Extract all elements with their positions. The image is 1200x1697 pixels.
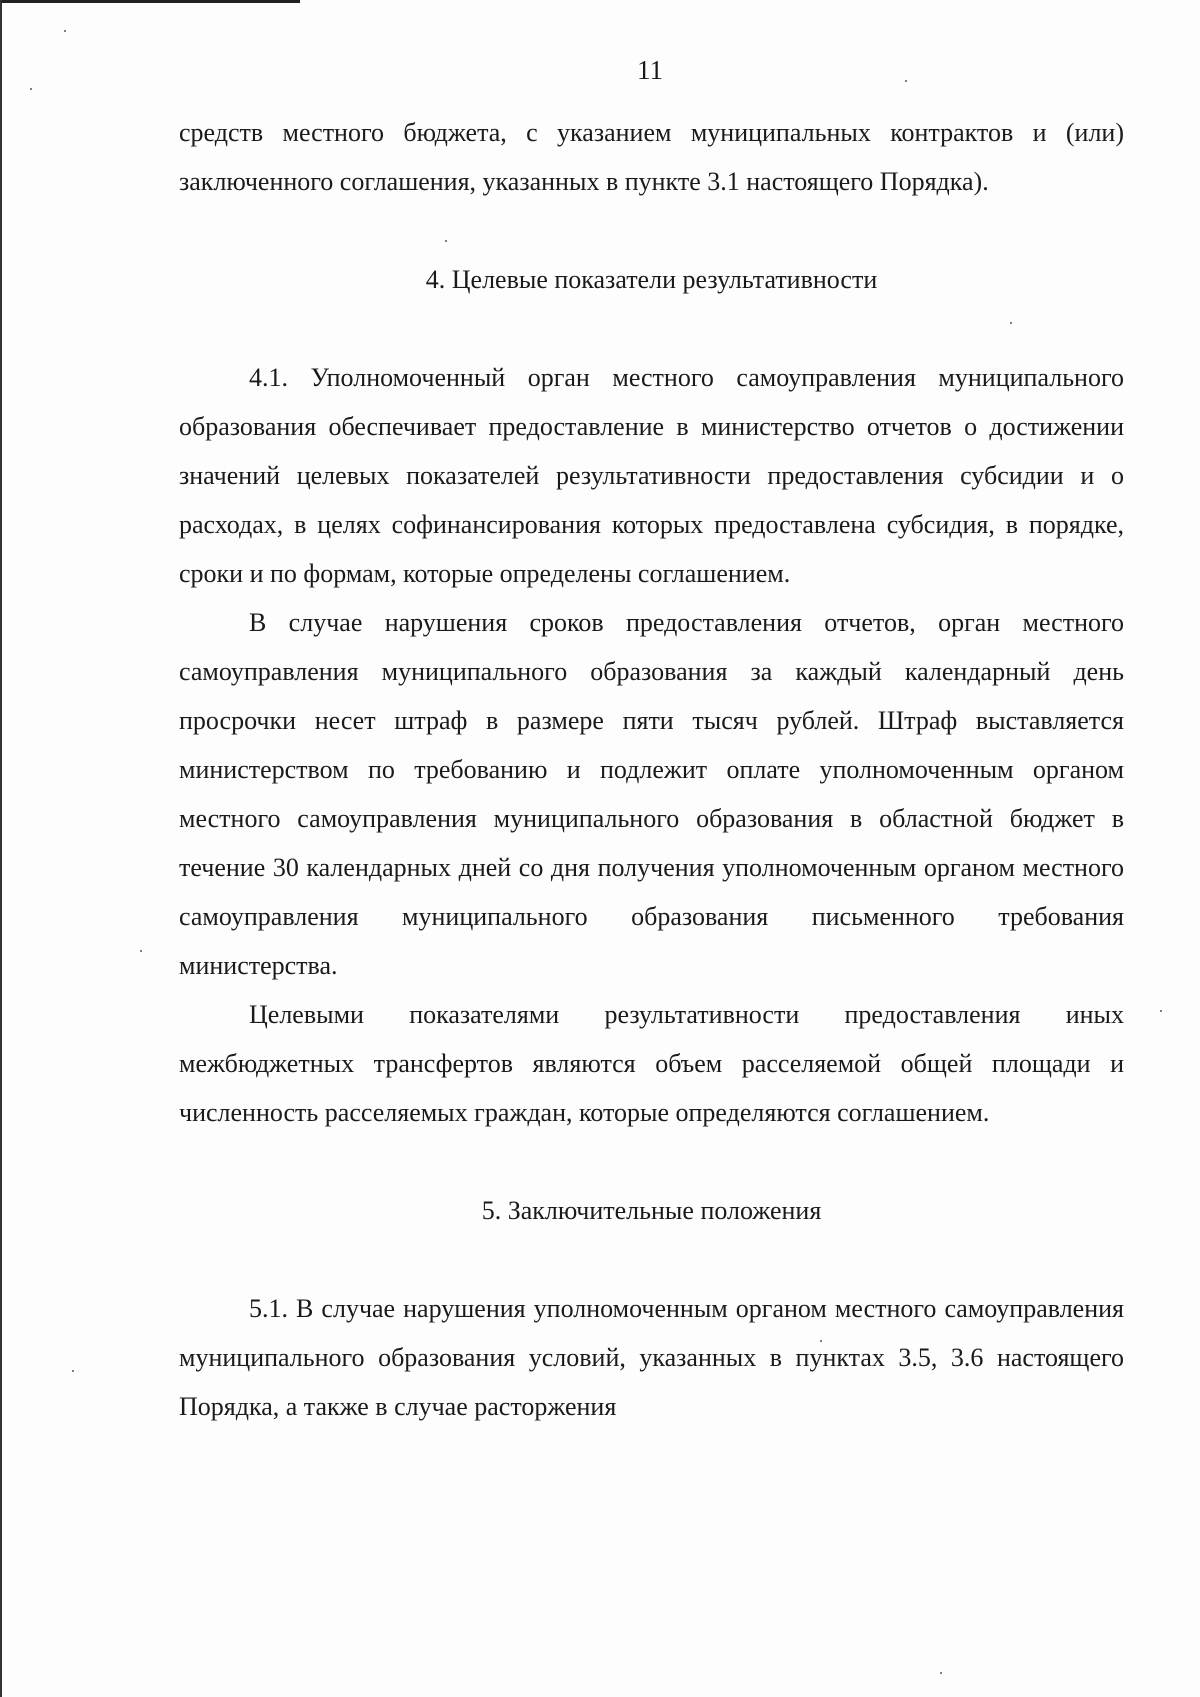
spacer	[179, 206, 1124, 255]
section-4-paragraph-1: 4.1. Уполномоченный орган местного самоуправления муниципального образования обеспечивает предоставление в министерство отчетов о достижении значений целевых показателей результативности предоставления субсидии и о расходах, в целях софинансирования которых предоставлена субсидия, в порядке, сроки и по формам, которые определены соглашением.	[179, 363, 1124, 588]
scan-speck	[820, 1340, 822, 1342]
scan-speck	[940, 1672, 942, 1674]
section-4-paragraph-3: Целевыми показателями результативности предоставления иных межбюджетных трансфертов являются объем расселяемой общей площади и численность расселяемых граждан, которые определяются соглашением.	[179, 1000, 1124, 1127]
intro-paragraph: средств местного бюджета, с указанием муниципальных контрактов и (или) заключенного соглашения, указанных в пункте 3.1 настоящего Порядка).	[179, 118, 1124, 196]
scan-speck	[140, 950, 142, 952]
scan-speck	[30, 88, 32, 90]
scan-speck	[1010, 322, 1012, 324]
spacer	[179, 304, 1124, 353]
scan-speck	[72, 1370, 74, 1372]
scan-speck	[1160, 1010, 1162, 1012]
spacer	[179, 1137, 1124, 1186]
page-number: 11	[637, 55, 663, 85]
scan-speck	[905, 80, 907, 82]
section-4-heading: 4. Целевые показатели результативности	[425, 265, 878, 294]
document-body	[179, 108, 1124, 1431]
scan-edge-left	[0, 0, 2, 1697]
scan-speck	[64, 30, 66, 32]
scan-edge-top	[0, 0, 300, 3]
section-4-paragraph-2: В случае нарушения сроков предоставления отчетов, орган местного самоуправления муниципального образования за каждый календарный день просрочки несет штраф в размере пяти тысяч рублей. Штраф выставляется министерством по требованию и подлежит оплате уполномоченным органом местного самоуправления муниципального образования в областной бюджет в течение 30 календарных дней со дня получения уполномоченным органом местного самоуправления муниципального образования письменного требования министерства.	[179, 608, 1124, 980]
scan-speck	[445, 240, 447, 242]
spacer	[179, 1235, 1124, 1284]
section-5-paragraph-1: 5.1. В случае нарушения уполномоченным органом местного самоуправления муниципального образования условий, указанных в пунктах 3.5, 3.6 настоящего Порядка, а также в случае расторжения	[179, 1294, 1124, 1421]
section-5-heading: 5. Заключительные положения	[481, 1196, 822, 1225]
